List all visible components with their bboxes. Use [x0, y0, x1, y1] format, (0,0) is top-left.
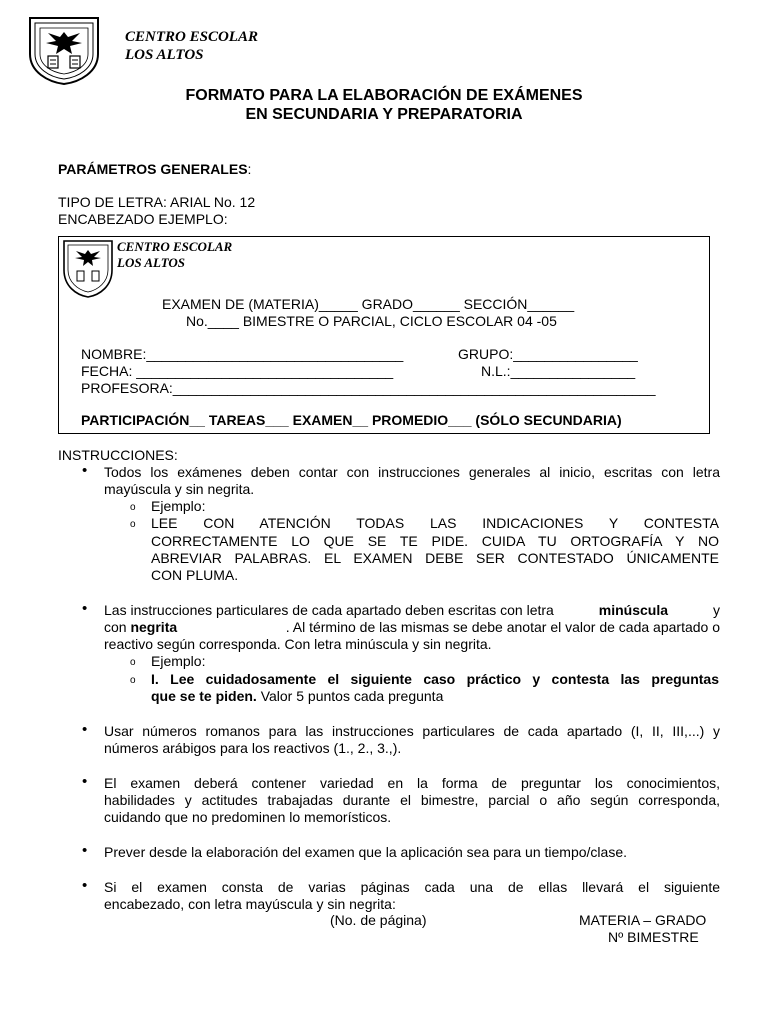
bullet-6-line1: Si el examen consta de varias páginas cada una de ellas llevará el siguiente [104, 879, 720, 895]
bullet-1-example-line3: ABREVIAR PALABRAS. EL EXAMEN DEBE SER CONTESTADO ÚNICAMENTE [151, 550, 719, 566]
exam-period-line: No.____ BIMESTRE O PARCIAL, CICLO ESCOLAR 04 -05 [186, 313, 557, 329]
document-title-line2: EN SECUNDARIA Y PREPARATORIA [245, 106, 523, 123]
sub-bullet: o [130, 675, 136, 686]
sub-bullet: o [130, 657, 136, 668]
example-school-name [117, 239, 232, 271]
bullet-1-example-line2: CORRECTAMENTE LO QUE SE TE PIDE. CUIDA TU ORTOGRAFÍA Y NO [151, 533, 719, 549]
bullet-3-line2: números arábigos para los reactivos (1., 2., 3.,). [104, 740, 402, 756]
bullet-4-line1: El examen deberá contener variedad en la forma de preguntar los conocimientos, [104, 775, 720, 791]
bullet-1-example-line4: CON PLUMA. [151, 567, 239, 583]
period-example: Nº BIMESTRE [608, 929, 699, 945]
bullet-4-line3: cuidando que no predominen lo memorísticos. [104, 809, 392, 825]
bullet-2-example-line2: que se te piden. Valor 5 puntos cada pregunta [151, 688, 444, 704]
bullet-3-line1: Usar números romanos para las instrucciones particulares de cada apartado (I, II, III,...) y [104, 723, 720, 739]
fecha-field: FECHA: _________________________________ [81, 363, 394, 379]
example-school-line2: LOS ALTOS [117, 255, 186, 270]
page-number-example: (No. de página) [330, 912, 427, 928]
bullet-4-line2: habilidades y actitudes trabajadas durante el bimestre, parcial o año según corresponda, [104, 792, 720, 808]
bullet-4: • [82, 773, 88, 790]
bullet-1-example-line1: LEE CON ATENCIÓN TODAS LAS INDICACIONES Y CONTESTA [151, 515, 719, 531]
font-type-line: TIPO DE LETRA: ARIAL No. 12 [58, 194, 256, 210]
subject-grade-example: MATERIA – GRADO [579, 912, 707, 928]
bullet-2: • [82, 600, 88, 617]
grupo-field: GRUPO:________________ [458, 346, 638, 362]
bullet-5-line1: Prever desde la elaboración del examen que la aplicación sea para un tiempo/clase. [104, 844, 627, 860]
bullet-3: • [82, 721, 88, 738]
school-name [125, 28, 258, 64]
school-name-line2: LOS ALTOS [125, 47, 204, 63]
bullet-1-line2: mayúscula y sin negrita. [104, 481, 255, 497]
document-title-line1: FORMATO PARA LA ELABORACIÓN DE EXÁMENES [185, 87, 583, 104]
bullet-5: • [82, 842, 88, 859]
sub-bullet: o [130, 519, 136, 530]
example-school-line1: CENTRO ESCOLAR [117, 239, 233, 254]
sub-bullet: o [130, 502, 136, 513]
bullet-1-example-label: Ejemplo: [151, 498, 206, 514]
bullet-2-line2: con negrita . Al término de las mismas se debe anotar el valor de cada apartado o [104, 619, 720, 635]
profesora-field: PROFESORA:______________________________________________________________ [81, 380, 656, 396]
bullet-1: • [82, 462, 88, 479]
bullet-6-line2: encabezado, con letra mayúscula y sin negrita: [104, 896, 396, 912]
nl-field: N.L.:________________ [481, 363, 636, 379]
school-crest-logo [24, 14, 104, 86]
nombre-field: NOMBRE:_________________________________ [81, 346, 404, 362]
bullet-6: • [82, 877, 88, 894]
bullet-2-example-label: Ejemplo: [151, 653, 206, 669]
bullet-1-line1: Todos los exámenes deben contar con instrucciones generales al inicio, escritas con letra [104, 464, 720, 480]
school-crest-small-logo [60, 238, 116, 300]
bullet-2-line3: reactivo según corresponda. Con letra minúscula y sin negrita. [104, 636, 492, 652]
params-heading: PARÁMETROS GENERALES: [58, 161, 252, 177]
instructions-heading: INSTRUCCIONES: [58, 447, 178, 463]
bullet-2-line1: Las instrucciones particulares de cada apartado deben escritas con letra minúscula y [104, 602, 720, 618]
exam-subject-line: EXAMEN DE (MATERIA)_____ GRADO______ SECCIÓN______ [162, 296, 575, 312]
header-example-label: ENCABEZADO EJEMPLO: [58, 211, 228, 227]
school-name-line1: CENTRO ESCOLAR [125, 29, 258, 45]
bullet-2-example-line1: I. Lee cuidadosamente el siguiente caso práctico y contesta las preguntas [151, 671, 719, 687]
grades-line: PARTICIPACIÓN__ TAREAS___ EXAMEN__ PROMEDIO___ (SÓLO SECUNDARIA) [81, 412, 622, 428]
